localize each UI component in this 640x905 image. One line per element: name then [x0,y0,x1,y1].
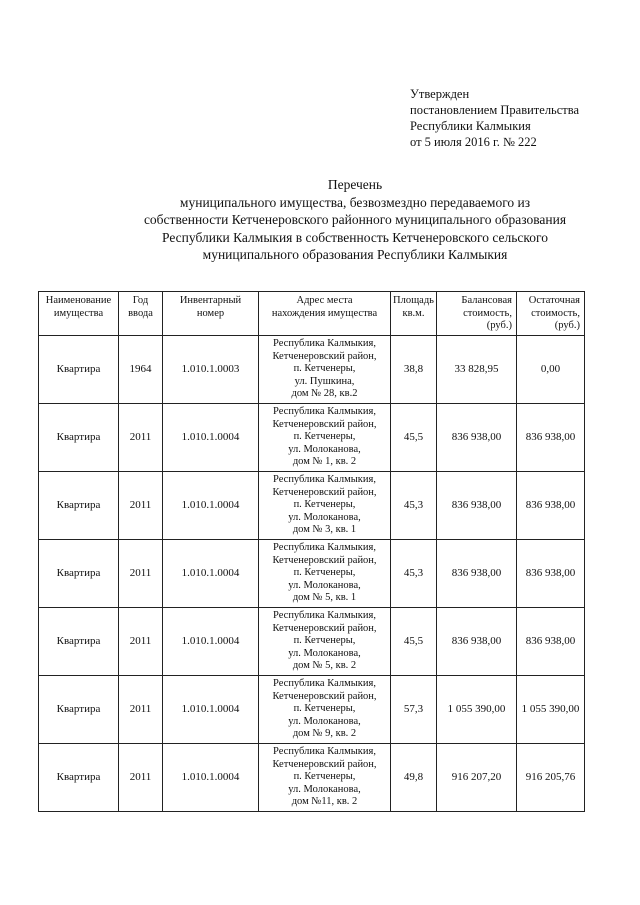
cell-name: Квартира [39,472,119,540]
cell-inventory: 1.010.1.0003 [163,336,259,404]
cell-address: Республика Калмыкия, Кетченеровский район, п. Кетченеры, ул. Молоканова, дом № 5, кв. 2 [259,608,391,676]
table-row [39,676,585,744]
document-title [90,176,620,264]
cell-balance: 836 938,00 [436,404,516,472]
cell-balance: 836 938,00 [436,540,516,608]
cell-year: 2011 [119,540,163,608]
title-line: Республики Калмыкия в собственность Кетченеровского сельского [162,229,548,245]
cell-residual: 1 055 390,00 [516,676,584,744]
cell-residual: 836 938,00 [516,540,584,608]
cell-name: Квартира [39,608,119,676]
cell-area: 38,8 [391,336,437,404]
table-row [39,336,585,404]
header-area: Площадь кв.м. [391,292,437,336]
cell-year: 2011 [119,472,163,540]
cell-year: 2011 [119,404,163,472]
cell-area: 45,5 [391,608,437,676]
table-row [39,404,585,472]
cell-year: 2011 [119,744,163,812]
property-table [38,291,585,812]
cell-residual: 916 205,76 [516,744,584,812]
table-row [39,540,585,608]
cell-name: Квартира [39,676,119,744]
header-inventory: Инвентарный номер [163,292,259,336]
cell-inventory: 1.010.1.0004 [163,404,259,472]
cell-address: Республика Калмыкия, Кетченеровский район, п. Кетченеры, ул. Молоканова, дом № 3, кв. 1 [259,472,391,540]
cell-address: Республика Калмыкия, Кетченеровский район, п. Кетченеры, ул. Молоканова, дом № 5, кв. 1 [259,540,391,608]
cell-residual: 836 938,00 [516,472,584,540]
cell-balance: 33 828,95 [436,336,516,404]
cell-area: 45,3 [391,540,437,608]
table-row [39,472,585,540]
cell-area: 45,5 [391,404,437,472]
title-line: муниципального имущества, безвозмездно передаваемого из [179,194,531,210]
cell-year: 1964 [119,336,163,404]
cell-area: 45,3 [391,472,437,540]
cell-address: Республика Калмыкия, Кетченеровский район, п. Кетченеры, ул. Молоканова, дом №11, кв. 2 [259,744,391,812]
cell-name: Квартира [39,540,119,608]
cell-name: Квартира [39,744,119,812]
approval-line: от 5 июля 2016 г. № 222 [410,135,537,149]
cell-address: Республика Калмыкия, Кетченеровский район, п. Кетченеры, ул. Пушкина, дом № 28, кв.2 [259,336,391,404]
approval-stamp [410,86,579,150]
header-year: Год ввода [119,292,163,336]
cell-address: Республика Калмыкия, Кетченеровский район, п. Кетченеры, ул. Молоканова, дом № 9, кв. 2 [259,676,391,744]
approval-line: Утвержден [410,87,470,101]
cell-balance: 916 207,20 [436,744,516,812]
cell-balance: 836 938,00 [436,472,516,540]
header-address: Адрес места нахождения имущества [259,292,391,336]
title-line: муниципального образования Республики Калмыкия [202,247,508,262]
cell-inventory: 1.010.1.0004 [163,676,259,744]
cell-inventory: 1.010.1.0004 [163,744,259,812]
cell-inventory: 1.010.1.0004 [163,608,259,676]
cell-balance: 1 055 390,00 [436,676,516,744]
cell-name: Квартира [39,336,119,404]
title-line: Перечень [327,177,383,192]
cell-residual: 836 938,00 [516,404,584,472]
cell-area: 57,3 [391,676,437,744]
header-residual: Остаточная стоимость, (руб.) [516,292,584,336]
table-row [39,608,585,676]
cell-address: Республика Калмыкия, Кетченеровский район, п. Кетченеры, ул. Молоканова, дом № 1, кв. 2 [259,404,391,472]
cell-area: 49,8 [391,744,437,812]
approval-line: Республики Калмыкия [410,119,531,133]
cell-residual: 0,00 [516,336,584,404]
cell-name: Квартира [39,404,119,472]
header-name: Наименование имущества [39,292,119,336]
cell-inventory: 1.010.1.0004 [163,540,259,608]
title-line: собственности Кетченеровского районного муниципального образования [143,212,567,227]
table-header-row [39,292,585,336]
cell-residual: 836 938,00 [516,608,584,676]
cell-year: 2011 [119,608,163,676]
table-row [39,744,585,812]
header-balance: Балансовая стоимость, (руб.) [436,292,516,336]
cell-inventory: 1.010.1.0004 [163,472,259,540]
cell-year: 2011 [119,676,163,744]
cell-balance: 836 938,00 [436,608,516,676]
approval-line: постановлением Правительства [410,103,580,117]
